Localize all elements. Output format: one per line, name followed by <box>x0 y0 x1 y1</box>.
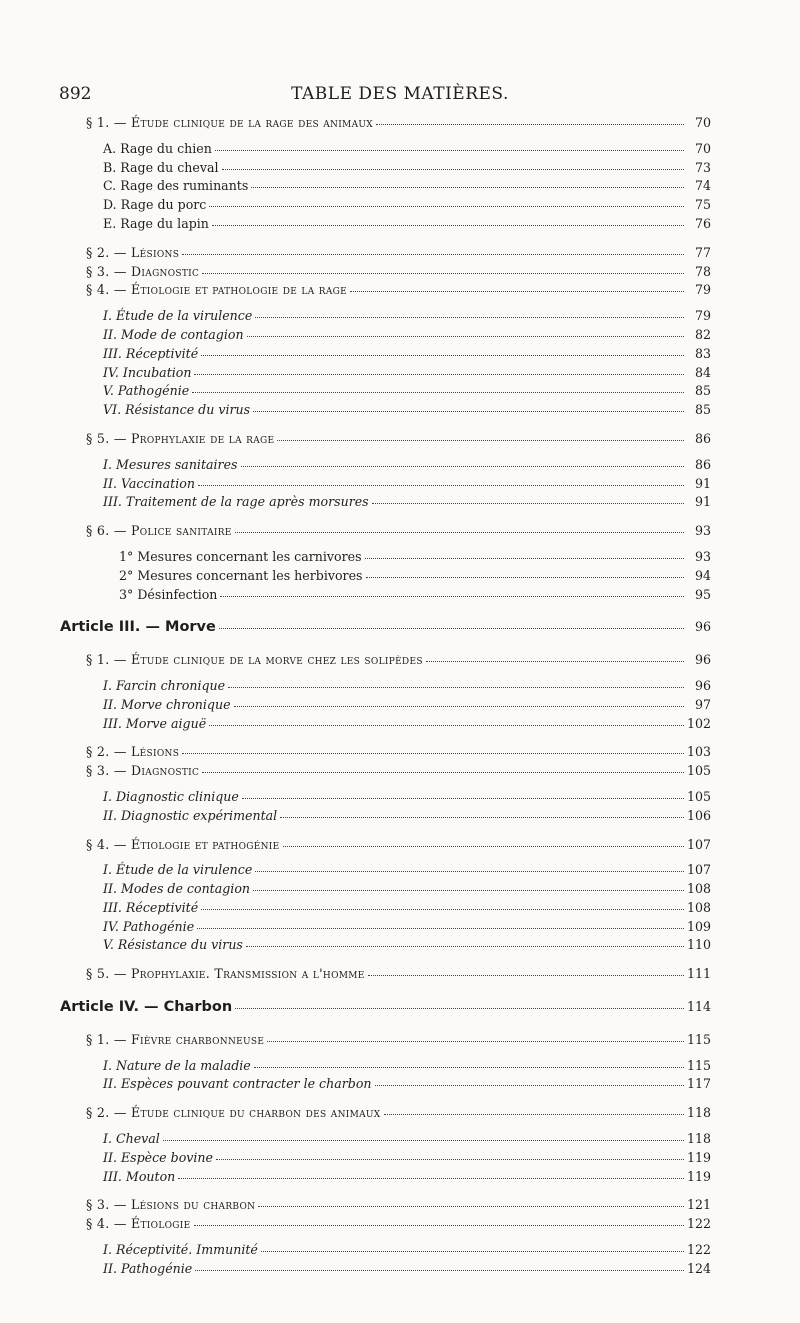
toc-entry-page: 109 <box>686 918 711 934</box>
toc-item-row <box>103 918 711 937</box>
toc-entry-page: 94 <box>694 567 711 583</box>
toc-entry-page: 79 <box>694 282 711 298</box>
dot-leader <box>228 677 684 688</box>
dot-leader <box>219 618 684 629</box>
toc-section-row <box>86 762 711 781</box>
toc-section-row <box>86 743 711 762</box>
toc-entry-label: 1° Mesures concernant les carnivores <box>119 548 362 564</box>
table-of-contents <box>0 114 800 1279</box>
toc-entry-page: 70 <box>694 140 711 156</box>
toc-item-row <box>103 1057 711 1076</box>
dot-leader <box>253 880 684 891</box>
toc-article-row <box>60 618 711 637</box>
dot-leader <box>254 1057 684 1068</box>
toc-section-row <box>86 263 711 282</box>
dot-leader <box>198 475 684 486</box>
toc-section-row <box>86 522 711 541</box>
toc-entry-page: 91 <box>694 475 711 491</box>
toc-entry-page: 117 <box>686 1076 711 1092</box>
dot-leader <box>242 788 684 799</box>
toc-entry-page: 114 <box>686 999 711 1015</box>
dot-leader <box>202 263 684 274</box>
toc-item-row <box>103 140 711 159</box>
dot-leader <box>220 586 684 597</box>
toc-item-row <box>103 1130 711 1149</box>
toc-item-row <box>103 364 711 383</box>
toc-item-row <box>103 899 711 918</box>
toc-section-row <box>86 430 711 449</box>
toc-entry-page: 121 <box>686 1197 711 1213</box>
dot-leader <box>246 936 684 947</box>
dot-leader <box>277 430 684 441</box>
toc-item-row <box>103 345 711 364</box>
toc-section-row <box>86 1215 711 1234</box>
dot-leader <box>247 326 684 337</box>
toc-entry-page: 115 <box>686 1057 711 1073</box>
toc-item-row <box>103 1075 711 1094</box>
toc-item-row <box>103 1241 711 1260</box>
dot-leader <box>201 899 684 910</box>
toc-item-row <box>103 196 711 215</box>
toc-item-row <box>119 586 711 605</box>
toc-entry-page: 105 <box>686 788 711 804</box>
toc-entry-label: § 3. — Lésions du charbon <box>86 1197 256 1213</box>
page-header <box>0 84 800 108</box>
toc-entry-label: V. Pathogénie <box>103 383 190 399</box>
toc-entry-page: 82 <box>694 326 711 342</box>
toc-entry-label: Article IV. — Charbon <box>60 999 233 1016</box>
dot-leader <box>258 1196 684 1207</box>
toc-entry-label: § 4. — Étiologie <box>86 1216 191 1232</box>
toc-entry-page: 106 <box>686 807 711 823</box>
toc-entry-label: D. Rage du porc <box>103 197 207 213</box>
toc-item-row <box>103 493 711 512</box>
dot-leader <box>216 1149 684 1160</box>
dot-leader <box>182 743 684 754</box>
dot-leader <box>366 567 685 578</box>
toc-entry-page: 73 <box>694 159 711 175</box>
toc-entry-page: 122 <box>686 1216 711 1232</box>
toc-entry-label: III. Réceptivité <box>103 899 199 915</box>
toc-item-row <box>103 382 711 401</box>
toc-item-row <box>103 475 711 494</box>
dot-leader <box>163 1130 684 1141</box>
toc-entry-page: 96 <box>694 677 711 693</box>
toc-entry-page: 111 <box>686 966 711 982</box>
toc-entry-page: 93 <box>694 548 711 564</box>
dot-leader <box>376 114 684 125</box>
dot-leader <box>372 493 684 504</box>
toc-entry-label: VI. Résistance du virus <box>103 402 251 418</box>
toc-entry-page: 86 <box>694 430 711 446</box>
dot-leader <box>261 1241 684 1252</box>
toc-item-row <box>119 548 711 567</box>
toc-entry-label: § 6. — Police sanitaire <box>86 523 232 539</box>
toc-entry-page: 76 <box>694 215 711 231</box>
dot-leader <box>235 998 684 1009</box>
dot-leader <box>209 196 684 207</box>
toc-item-row <box>103 861 711 880</box>
dot-leader <box>195 1260 684 1271</box>
toc-entry-page: 74 <box>694 178 711 194</box>
dot-leader <box>222 159 684 170</box>
toc-entry-label: I. Cheval <box>103 1131 160 1147</box>
toc-entry-page: 97 <box>694 696 711 712</box>
dot-leader <box>241 456 685 467</box>
toc-entry-label: A. Rage du chien <box>103 140 212 156</box>
toc-entry-page: 107 <box>686 836 711 852</box>
toc-entry-page: 86 <box>694 456 711 472</box>
toc-entry-page: 103 <box>686 744 711 760</box>
toc-entry-label: § 1. — Étude clinique de la morve chez les solipèdes <box>86 652 423 668</box>
toc-section-row <box>86 965 711 984</box>
toc-section-row <box>86 244 711 263</box>
toc-entry-page: 91 <box>694 494 711 510</box>
toc-entry-label: § 2. — Lésions <box>86 744 180 760</box>
toc-item-row <box>103 1168 711 1187</box>
dot-leader <box>350 281 684 292</box>
dot-leader <box>368 965 684 976</box>
toc-entry-page: 119 <box>686 1149 711 1165</box>
toc-section-row <box>86 836 711 855</box>
toc-entry-page: 124 <box>686 1260 711 1276</box>
toc-entry-label: B. Rage du cheval <box>103 159 219 175</box>
dot-leader <box>255 861 684 872</box>
toc-entry-label: I. Réceptivité. Immunité <box>103 1242 258 1258</box>
toc-entry-page: 85 <box>694 383 711 399</box>
toc-item-row <box>103 401 711 420</box>
dot-leader <box>192 382 684 393</box>
toc-entry-label: I. Nature de la maladie <box>103 1057 251 1073</box>
toc-entry-page: 75 <box>694 197 711 213</box>
toc-entry-page: 84 <box>694 364 711 380</box>
toc-entry-page: 78 <box>694 263 711 279</box>
dot-leader <box>426 651 684 662</box>
toc-entry-label: § 4. — Étiologie et pathologie de la rage <box>86 282 348 298</box>
dot-leader <box>251 177 684 188</box>
dot-leader <box>178 1168 684 1179</box>
toc-section-row <box>86 281 711 300</box>
toc-item-row <box>103 177 711 196</box>
toc-entry-label: V. Résistance du virus <box>103 937 243 953</box>
toc-entry-label: § 2. — Lésions <box>86 244 180 260</box>
toc-entry-label: § 1. — Fièvre charbonneuse <box>86 1031 265 1047</box>
dot-leader <box>255 307 684 318</box>
toc-entry-label: II. Morve chronique <box>103 696 231 712</box>
toc-section-row <box>86 651 711 670</box>
toc-entry-label: § 3. — Diagnostic <box>86 263 200 279</box>
dot-leader <box>375 1075 684 1086</box>
toc-entry-label: I. Farcin chronique <box>103 677 226 693</box>
toc-entry-page: 110 <box>686 937 711 953</box>
toc-item-row <box>103 788 711 807</box>
dot-leader <box>182 244 684 255</box>
toc-entry-page: 108 <box>686 881 711 897</box>
toc-entry-page: 107 <box>686 862 711 878</box>
toc-entry-page: 79 <box>694 308 711 324</box>
toc-entry-page: 118 <box>686 1131 711 1147</box>
toc-item-row <box>103 677 711 696</box>
toc-entry-page: 118 <box>686 1105 711 1121</box>
toc-item-row <box>103 307 711 326</box>
dot-leader <box>212 215 684 226</box>
toc-entry-label: E. Rage du lapin <box>103 215 209 231</box>
dot-leader <box>234 696 684 707</box>
toc-entry-page: 96 <box>694 619 711 635</box>
toc-entry-page: 105 <box>686 763 711 779</box>
toc-entry-label: III. Morve aiguë <box>103 715 207 731</box>
dot-leader <box>202 762 684 773</box>
toc-item-row <box>103 715 711 734</box>
dot-leader <box>201 345 684 356</box>
toc-article-row <box>60 998 711 1017</box>
toc-entry-label: § 1. — Étude clinique de la rage des animaux <box>86 115 373 130</box>
toc-section-row <box>86 1104 711 1123</box>
toc-entry-label: IV. Incubation <box>103 364 192 380</box>
toc-entry-page: 108 <box>686 899 711 915</box>
toc-entry-label: I. Étude de la virulence <box>103 862 253 878</box>
dot-leader <box>267 1031 684 1042</box>
toc-entry-page: 95 <box>694 586 711 602</box>
toc-section-row <box>86 1031 711 1050</box>
toc-entry-label: II. Modes de contagion <box>103 881 251 897</box>
toc-entry-label: III. Mouton <box>103 1168 176 1184</box>
toc-entry-label: II. Espèces pouvant contracter le charbon <box>103 1076 372 1092</box>
dot-leader <box>283 836 684 847</box>
dot-leader <box>235 522 684 533</box>
dot-leader <box>215 140 684 151</box>
toc-entry-label: 2° Mesures concernant les herbivores <box>119 567 363 583</box>
toc-entry-page: 77 <box>694 244 711 260</box>
toc-entry-label: II. Pathogénie <box>103 1260 193 1276</box>
toc-entry-label: § 3. — Diagnostic <box>86 763 200 779</box>
toc-entry-label: II. Diagnostic expérimental <box>103 807 278 823</box>
page-number: 892 <box>59 84 92 104</box>
toc-entry-label: III. Réceptivité <box>103 345 199 361</box>
toc-item-row <box>103 159 711 178</box>
toc-item-row <box>103 696 711 715</box>
toc-item-row <box>103 936 711 955</box>
toc-entry-page: 122 <box>686 1242 711 1258</box>
dot-leader <box>384 1104 684 1115</box>
toc-section-row <box>86 1196 711 1215</box>
toc-entry-label: § 4. — Étiologie et pathogénie <box>86 836 280 852</box>
toc-entry-page: 83 <box>694 345 711 361</box>
toc-entry-label: § 2. — Étude clinique du charbon des animaux <box>86 1105 381 1121</box>
toc-entry-page: 102 <box>686 715 711 731</box>
dot-leader <box>194 1215 684 1226</box>
dot-leader <box>194 364 684 375</box>
toc-item-row <box>103 880 711 899</box>
dot-leader <box>253 401 684 412</box>
toc-item-row <box>119 567 711 586</box>
toc-item-row <box>103 1260 711 1279</box>
dot-leader <box>197 918 684 929</box>
toc-item-row <box>103 326 711 345</box>
toc-entry-label: I. Mesures sanitaires <box>103 456 238 472</box>
toc-entry-label: II. Mode de contagion <box>103 326 244 342</box>
toc-entry-label: C. Rage des ruminants <box>103 178 249 194</box>
running-title: TABLE DES MATIÈRES. <box>291 84 509 104</box>
dot-leader <box>209 715 684 726</box>
toc-entry-page: 119 <box>686 1168 711 1184</box>
toc-entry-page: 115 <box>686 1031 711 1047</box>
toc-section-row <box>86 114 711 133</box>
toc-entry-page: 93 <box>694 523 711 539</box>
toc-entry-page: 70 <box>694 115 711 130</box>
toc-entry-page: 96 <box>694 652 711 668</box>
toc-item-row <box>103 807 711 826</box>
toc-entry-label: II. Vaccination <box>103 475 195 491</box>
toc-entry-label: 3° Désinfection <box>119 586 218 602</box>
toc-entry-label: III. Traitement de la rage après morsures <box>103 494 369 510</box>
toc-entry-label: I. Étude de la virulence <box>103 308 253 324</box>
toc-entry-page: 85 <box>694 402 711 418</box>
toc-entry-label: II. Espèce bovine <box>103 1149 213 1165</box>
toc-entry-label: Article III. — Morve <box>60 619 216 636</box>
dot-leader <box>365 548 684 559</box>
toc-item-row <box>103 1149 711 1168</box>
toc-entry-label: § 5. — Prophylaxie. Transmission a l'homme <box>86 966 365 982</box>
toc-entry-label: § 5. — Prophylaxie de la rage <box>86 430 275 446</box>
dot-leader <box>280 807 684 818</box>
toc-entry-label: I. Diagnostic clinique <box>103 788 239 804</box>
toc-item-row <box>103 215 711 234</box>
toc-entry-label: IV. Pathogénie <box>103 918 195 934</box>
toc-item-row <box>103 456 711 475</box>
